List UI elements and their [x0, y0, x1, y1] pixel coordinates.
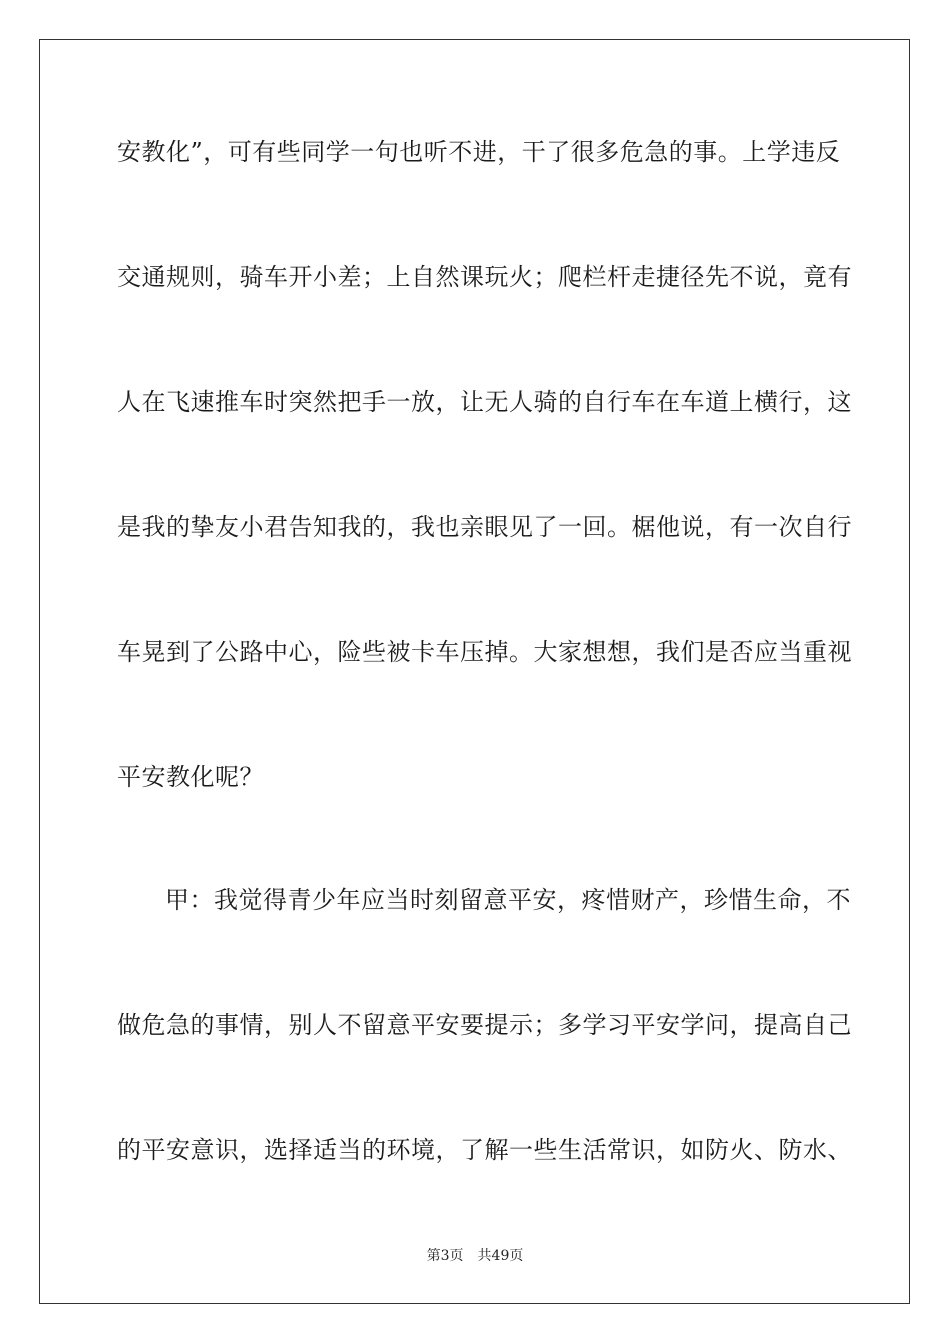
page-footer: [0, 1247, 950, 1265]
body-line-8: 做危急的事情，别人不留意平安要提示；多学习平安学问，提高自己: [117, 1011, 852, 1039]
page-border: [39, 39, 910, 1304]
body-line-7: 甲：我觉得青少年应当时刻留意平安，疼惜财产，珍惜生命，不: [165, 886, 851, 914]
body-line-1: 安教化”，可有些同学一句也听不进，干了很多危急的事。上学违反: [117, 138, 841, 166]
body-line-4: 是我的挚友小君告知我的，我也亲眼见了一回。椐他说，有一次自行: [117, 513, 852, 541]
current-page-label: 第3页: [426, 1248, 464, 1264]
body-line-9: 的平安意识，选择适当的环境，了解一些生活常识，如防火、防水、: [117, 1136, 852, 1164]
total-pages-label: 共49页: [477, 1248, 524, 1264]
body-line-5: 车晃到了公路中心，险些被卡车压掉。大家想想，我们是否应当重视: [117, 638, 852, 666]
body-line-6: 平安教化呢？: [117, 763, 264, 791]
body-line-3: 人在飞速推车时突然把手一放，让无人骑的自行车在车道上横行，这: [117, 388, 852, 416]
body-line-2: 交通规则，骑车开小差；上自然课玩火；爬栏杆走捷径先不说，竟有: [117, 263, 852, 291]
